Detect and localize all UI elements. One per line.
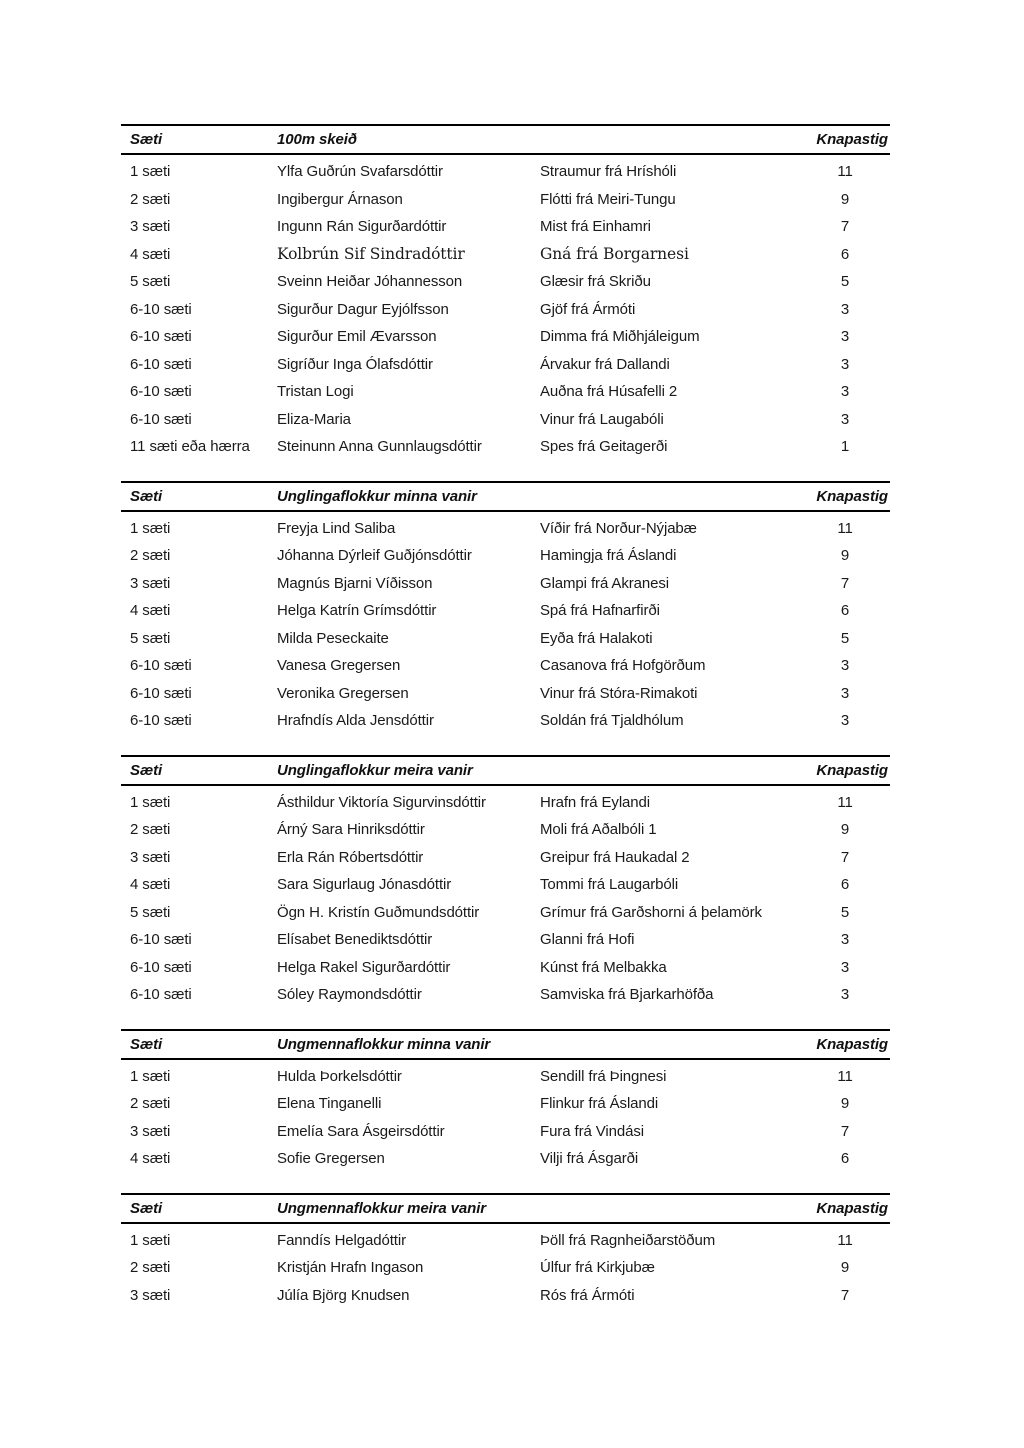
rider-cell: Sóley Raymondsdóttir [277,986,422,1004]
horse-cell: Flótti frá Meiri-Tungu [540,190,676,208]
table-row [121,1145,890,1173]
table-title: Ungmennaflokkur meira vanir [277,1199,487,1217]
points-cell: 6 [840,876,850,894]
table-ungmennaflokkur-minna-vanir [121,1029,890,1173]
rider-cell: Sigurður Dagur Eyjólfsson [277,300,449,318]
seat-cell: 3 sæti [130,1286,171,1304]
points-cell: 3 [840,684,850,702]
seat-cell: 6-10 sæti [130,355,192,373]
table-100m-skeid [121,124,890,461]
points-cell: 11 [837,1067,853,1085]
horse-cell: Hrafn frá Eylandi [540,793,651,811]
rider-cell: Ingibergur Árnason [277,190,403,208]
horse-cell: Spá frá Hafnarfirði [540,602,660,620]
points-cell: 11 [837,519,853,537]
rider-cell: Sara Sigurlaug Jónasdóttir [277,876,452,894]
table-row [121,844,890,872]
rider-cell: Tristan Logi [277,383,354,401]
horse-cell: Mist frá Einhamri [540,218,651,236]
rider-cell: Steinunn Anna Gunnlaugsdóttir [277,438,482,456]
horse-cell: Fura frá Vindási [540,1122,645,1140]
table-row [121,954,890,982]
table-row [121,981,890,1009]
seat-cell: 6-10 sæti [130,986,192,1004]
horse-cell: Casanova frá Hofgörðum [540,657,706,675]
seat-cell: 6-10 sæti [130,328,192,346]
horse-cell: Vinur frá Stóra-Rimakoti [540,684,698,702]
table-row [121,871,890,899]
horse-cell: Gjöf frá Ármóti [540,300,636,318]
points-cell: 5 [840,903,850,921]
horse-cell: Sendill frá Þingnesi [540,1067,667,1085]
table-row [121,597,890,625]
table-row [121,1063,890,1091]
table-row [121,296,890,324]
horse-cell: Spes frá Geitagerði [540,438,668,456]
points-cell: 1 [840,438,850,456]
table-row [121,213,890,241]
table-body [121,1060,890,1173]
rider-cell: Ylfa Guðrún Svafarsdóttir [277,163,443,181]
horse-cell: Samviska frá Bjarkarhöfða [540,986,714,1004]
rider-cell: Júlía Björg Knudsen [277,1286,410,1304]
horse-cell: Glampi frá Akranesi [540,574,669,592]
seat-cell: 6-10 sæti [130,712,192,730]
seat-cell: 1 sæti [130,1231,171,1249]
table-row [121,515,890,543]
table-row [121,268,890,296]
points-cell: 7 [840,848,850,866]
table-title: Unglingaflokkur minna vanir [277,487,477,505]
seat-cell: 4 sæti [130,1150,171,1168]
seat-cell: 5 sæti [130,629,171,647]
points-cell: 6 [840,1150,850,1168]
table-row [121,1282,890,1310]
seat-column-header: Sæti [130,487,163,505]
table-body [121,155,890,461]
points-column-header: Knapastig [816,1035,888,1053]
seat-cell: 2 sæti [130,190,171,208]
table-row [121,926,890,954]
horse-cell: Auðna frá Húsafelli 2 [540,383,678,401]
points-column-header: Knapastig [816,1199,888,1217]
table-row [121,899,890,927]
table-header [121,481,890,512]
points-cell: 9 [840,190,850,208]
points-cell: 6 [840,245,850,263]
rider-cell: Veronika Gregersen [277,684,409,702]
table-row [121,1118,890,1146]
horse-cell: Hamingja frá Áslandi [540,547,677,565]
seat-column-header: Sæti [130,131,163,148]
rider-cell: Kristján Hrafn Ingason [277,1259,424,1277]
horse-cell: Þöll frá Ragnheiðarstöðum [540,1231,716,1249]
horse-cell: Soldán frá Tjaldhólum [540,712,684,730]
rider-cell: Sigríður Inga Ólafsdóttir [277,355,433,373]
table-header [121,1029,890,1060]
points-column-header: Knapastig [816,131,888,148]
rider-cell: Erla Rán Róbertsdóttir [277,848,424,866]
table-body [121,512,890,735]
points-cell: 9 [840,1095,850,1113]
horse-cell: Árvakur frá Dallandi [540,355,670,373]
points-cell: 11 [837,793,853,811]
points-cell: 9 [840,821,850,839]
table-row [121,816,890,844]
table-row [121,186,890,214]
rider-cell: Magnús Bjarni Víðisson [277,574,433,592]
points-cell: 3 [840,355,850,373]
table-row [121,707,890,735]
seat-cell: 11 sæti eða hærra [130,438,250,456]
table-row [121,433,890,461]
rider-cell: Helga Rakel Sigurðardóttir [277,958,451,976]
table-row [121,1090,890,1118]
seat-cell: 3 sæti [130,218,171,236]
horse-cell: Tommi frá Laugarbóli [540,876,679,894]
table-row [121,625,890,653]
seat-cell: 3 sæti [130,1122,171,1140]
seat-cell: 1 sæti [130,793,171,811]
table-row [121,1227,890,1255]
seat-cell: 2 sæti [130,1095,171,1113]
points-cell: 3 [840,328,850,346]
points-cell: 9 [840,1259,850,1277]
horse-cell: Kúnst frá Melbakka [540,958,667,976]
rider-cell: Freyja Lind Saliba [277,519,396,537]
table-row [121,158,890,186]
table-header [121,124,890,155]
horse-cell: Moli frá Aðalbóli 1 [540,821,657,839]
points-cell: 3 [840,300,850,318]
points-cell: 6 [840,602,850,620]
horse-cell: Dimma frá Miðhjáleigum [540,328,700,346]
seat-cell: 5 sæti [130,273,171,291]
points-cell: 5 [840,273,850,291]
seat-cell: 6-10 sæti [130,383,192,401]
points-cell: 3 [840,712,850,730]
rider-cell: Ögn H. Kristín Guðmundsdóttir [277,903,480,921]
table-row [121,1254,890,1282]
table-row [121,789,890,817]
seat-cell: 1 sæti [130,1067,171,1085]
seat-column-header: Sæti [130,761,163,779]
points-cell: 11 [837,1231,853,1249]
table-row [121,542,890,570]
table-header [121,755,890,786]
rider-cell: Jóhanna Dýrleif Guðjónsdóttir [277,547,472,565]
table-row [121,570,890,598]
rider-cell: Eliza-Maria [277,410,351,428]
seat-cell: 6-10 sæti [130,657,192,675]
rider-cell: Sveinn Heiðar Jóhannesson [277,273,463,291]
table-row [121,323,890,351]
points-cell: 3 [840,410,850,428]
table-title: 100m skeið [277,131,357,148]
seat-cell: 3 sæti [130,574,171,592]
horse-cell: Flinkur frá Áslandi [540,1095,659,1113]
points-cell: 3 [840,986,850,1004]
seat-cell: 2 sæti [130,547,171,565]
table-row [121,241,890,269]
seat-cell: 4 sæti [130,876,171,894]
points-cell: 3 [840,958,850,976]
rider-cell: Fanndís Helgadóttir [277,1231,407,1249]
table-header [121,1193,890,1224]
points-cell: 3 [840,657,850,675]
seat-cell: 6-10 sæti [130,410,192,428]
horse-cell: Vinur frá Laugabóli [540,410,664,428]
seat-column-header: Sæti [130,1199,163,1217]
table-title: Ungmennaflokkur minna vanir [277,1035,491,1053]
horse-cell: Glanni frá Hofi [540,931,635,949]
rider-cell: Emelía Sara Ásgeirsdóttir [277,1122,445,1140]
points-cell: 7 [840,1286,850,1304]
points-cell: 7 [840,574,850,592]
horse-cell: Grímur frá Garðshorni á þelamörk [540,903,762,921]
horse-cell: Straumur frá Hríshóli [540,163,677,181]
rider-cell: Elísabet Benediktsdóttir [277,931,433,949]
horse-cell: Eyða frá Halakoti [540,629,653,647]
table-title: Unglingaflokkur meira vanir [277,761,473,779]
rider-cell: Elena Tinganelli [277,1095,382,1113]
table-row [121,406,890,434]
rider-cell: Helga Katrín Grímsdóttir [277,602,437,620]
seat-cell: 6-10 sæti [130,684,192,702]
table-row [121,680,890,708]
horse-cell: Glæsir frá Skriðu [540,273,651,291]
points-column-header: Knapastig [816,761,888,779]
rider-cell: Vanesa Gregersen [277,657,401,675]
table-ungmennaflokkur-meira-vanir [121,1193,890,1310]
seat-cell: 5 sæti [130,903,171,921]
rider-cell: Ingunn Rán Sigurðardóttir [277,218,447,236]
rider-cell: Hulda Þorkelsdóttir [277,1067,402,1085]
points-column-header: Knapastig [816,487,888,505]
horse-cell: Greipur frá Haukadal 2 [540,848,690,866]
seat-cell: 2 sæti [130,1259,171,1277]
points-cell: 3 [840,931,850,949]
points-cell: 5 [840,629,850,647]
points-cell: 11 [837,163,853,181]
seat-cell: 4 sæti [130,602,171,620]
table-row [121,378,890,406]
points-cell: 7 [840,218,850,236]
table-unglingaflokkur-minna-vanir [121,481,890,735]
horse-cell: Úlfur frá Kirkjubæ [540,1259,655,1277]
seat-cell: 2 sæti [130,821,171,839]
rider-cell: Árný Sara Hinriksdóttir [277,821,425,839]
rider-cell: Kolbrún Sif Sindradóttir [277,245,465,264]
seat-cell: 6-10 sæti [130,958,192,976]
seat-cell: 6-10 sæti [130,300,192,318]
rider-cell: Milda Peseckaite [277,629,389,647]
results-document [121,124,890,1309]
points-cell: 9 [840,547,850,565]
table-row [121,652,890,680]
table-row [121,351,890,379]
rider-cell: Hrafndís Alda Jensdóttir [277,712,434,730]
rider-cell: Sofie Gregersen [277,1150,385,1168]
table-unglingaflokkur-meira-vanir [121,755,890,1009]
rider-cell: Ásthildur Viktoría Sigurvinsdóttir [277,793,486,811]
seat-cell: 1 sæti [130,519,171,537]
table-body [121,786,890,1009]
points-cell: 7 [840,1122,850,1140]
horse-cell: Víðir frá Norður-Nýjabæ [540,519,697,537]
rider-cell: Sigurður Emil Ævarsson [277,328,437,346]
horse-cell: Gná frá Borgarnesi [540,245,689,264]
seat-cell: 6-10 sæti [130,931,192,949]
seat-cell: 1 sæti [130,163,171,181]
seat-column-header: Sæti [130,1035,163,1053]
table-body [121,1224,890,1310]
horse-cell: Vilji frá Ásgarði [540,1150,639,1168]
horse-cell: Rós frá Ármóti [540,1286,635,1304]
points-cell: 3 [840,383,850,401]
seat-cell: 3 sæti [130,848,171,866]
seat-cell: 4 sæti [130,245,171,263]
